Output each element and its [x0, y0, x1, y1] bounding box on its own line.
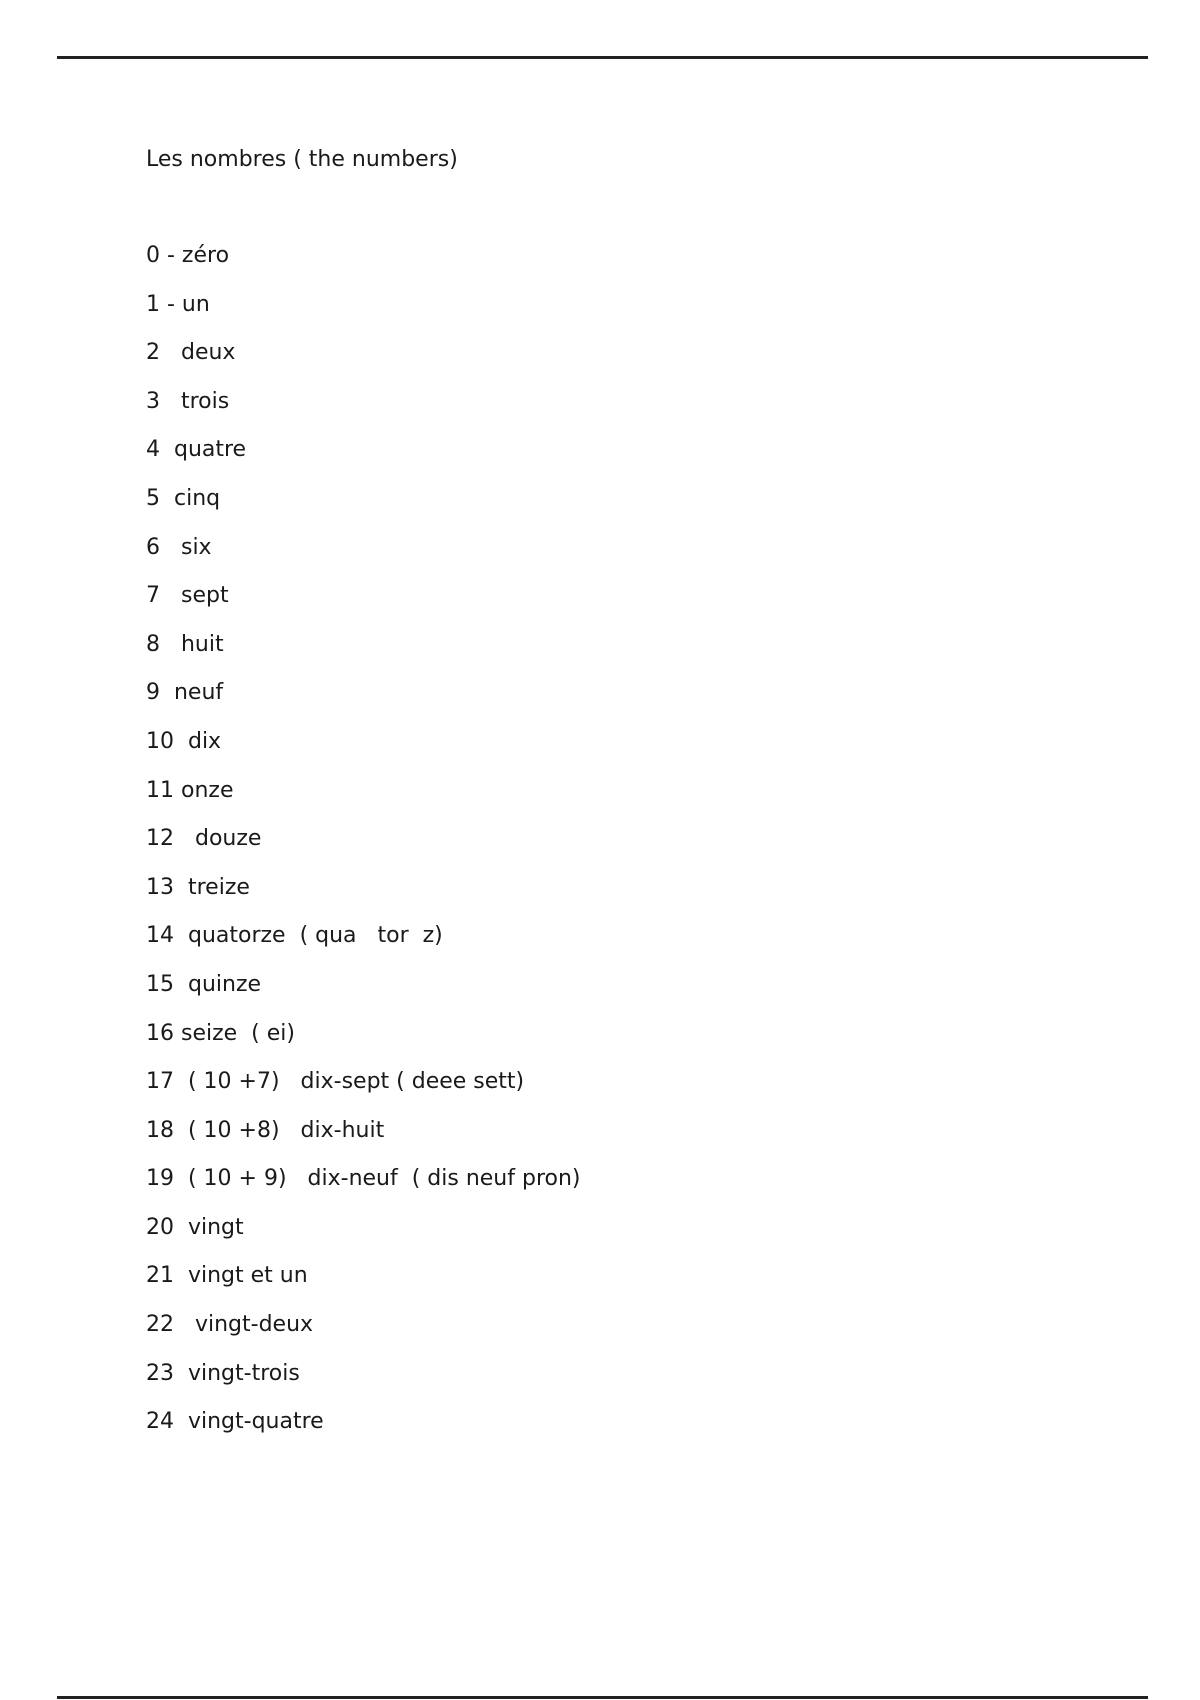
list-item: 18 ( 10 +8) dix-huit	[146, 1117, 385, 1143]
list-item: 1 - un	[146, 291, 210, 317]
list-item: 4 quatre	[146, 437, 247, 463]
list-item: 16 seize ( ei)	[146, 1020, 295, 1046]
numbers-list	[146, 232, 581, 1447]
list-item: 14 quatorze ( qua tor z)	[146, 923, 443, 949]
page-title: Les nombres ( the numbers)	[146, 147, 458, 172]
list-item: 21 vingt et un	[146, 1263, 308, 1289]
list-item: 5 cinq	[146, 485, 221, 511]
list-item: 3 trois	[146, 388, 230, 414]
list-item: 9 neuf	[146, 680, 224, 706]
list-item: 23 vingt-trois	[146, 1360, 300, 1386]
list-item: 17 ( 10 +7) dix-sept ( deee sett)	[146, 1069, 525, 1095]
list-item: 22 vingt-deux	[146, 1312, 314, 1338]
list-item: 8 huit	[146, 631, 224, 657]
list-item: 13 treize	[146, 874, 250, 900]
list-item: 11 onze	[146, 777, 234, 803]
list-item: 6 six	[146, 534, 212, 560]
list-item: 19 ( 10 + 9) dix-neuf ( dis neuf pron)	[146, 1166, 581, 1192]
list-item: 10 dix	[146, 728, 222, 754]
footer-rule	[57, 1696, 1148, 1699]
list-item: 7 sept	[146, 583, 229, 609]
list-item: 24 vingt-quatre	[146, 1409, 324, 1435]
header-rule	[57, 56, 1148, 59]
list-item: 15 quinze	[146, 971, 262, 997]
list-item: 12 douze	[146, 826, 262, 852]
list-item: 2 deux	[146, 340, 236, 366]
list-item: 20 vingt	[146, 1214, 244, 1240]
list-item: 0 - zéro	[146, 243, 230, 268]
